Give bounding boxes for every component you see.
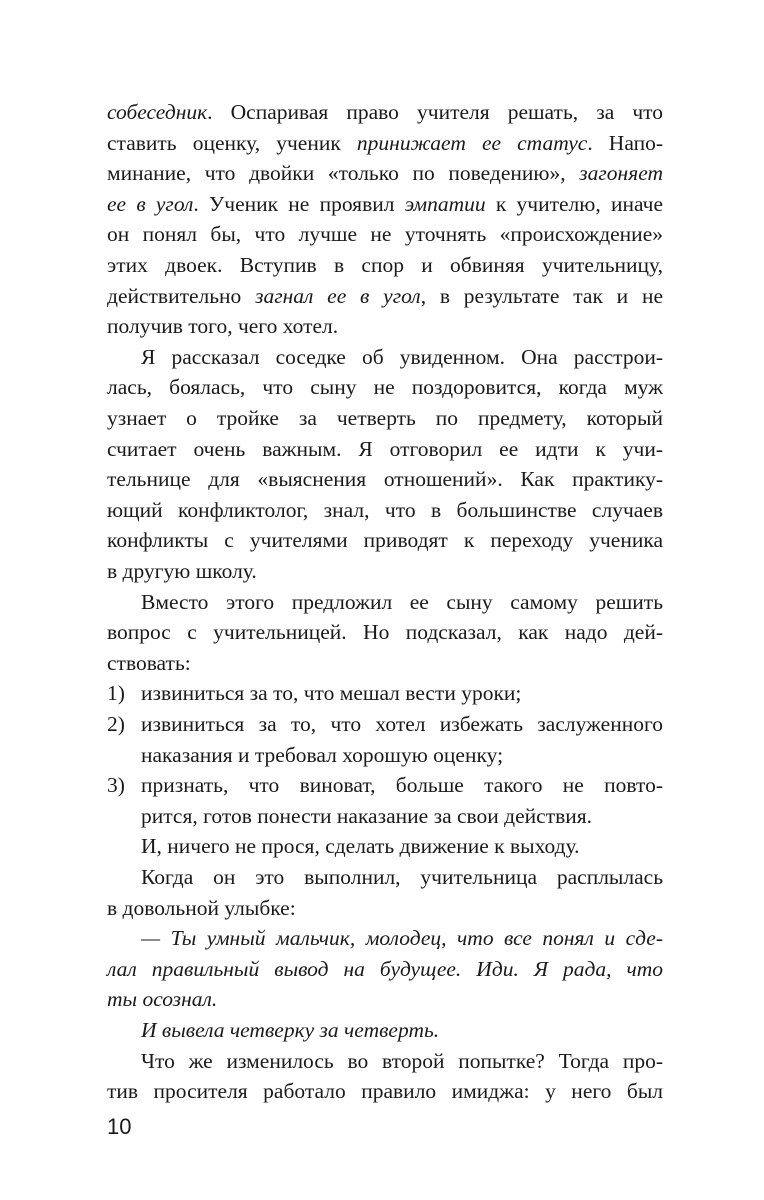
list-number: 2)	[107, 712, 125, 736]
text-segment: Вместо этого предложил ее сыну самому решить	[141, 590, 663, 614]
text-line	[107, 158, 663, 188]
text-segment: признать, что виноват, больше такого не повто-	[141, 773, 663, 797]
text-segment: конфликты с учителями приводят к переходу ученика	[107, 528, 663, 552]
text-line	[107, 372, 663, 402]
italic-text: И вывела четверку за четверть.	[141, 1018, 440, 1042]
text-line	[141, 709, 663, 739]
italic-text: ее в угол	[107, 192, 194, 216]
text-segment: тельнице для «выяснения отношений». Как практику-	[107, 467, 663, 491]
text-segment: рится, готов понести наказание за свои действия.	[141, 804, 593, 828]
text-line	[107, 1076, 663, 1106]
text-segment: Я рассказал соседке об увиденном. Она расстрои-	[141, 345, 663, 369]
italic-text: эмпатии	[404, 192, 486, 216]
text-line	[107, 189, 663, 219]
text-line	[141, 801, 663, 831]
text-segment: . Ученик не проявил	[193, 192, 405, 216]
text-segment: он понял бы, что лучше не уточнять «происхождение»	[107, 222, 663, 246]
text-segment: лась, боялась, что сыну не поздоровится, когда муж	[107, 375, 663, 399]
text-line	[107, 97, 663, 127]
italic-text: принижает ее статус	[356, 131, 588, 155]
text-segment: в другую школу.	[107, 559, 257, 583]
text-line	[141, 740, 663, 770]
text-line	[107, 525, 663, 555]
text-line	[107, 311, 663, 341]
text-segment: ствовать:	[107, 651, 191, 675]
text-line	[107, 250, 663, 280]
text-segment: получив того, чего хотел.	[107, 314, 339, 338]
text-line	[141, 923, 663, 953]
text-segment: тив просителя работало правило имиджа: у него был	[107, 1079, 663, 1103]
text-segment: этих двоек. Вступив в спор и обвиняя учительницу,	[107, 253, 663, 277]
text-segment: извиниться за то, что хотел избежать заслуженного	[141, 712, 663, 736]
text-line	[107, 648, 663, 678]
text-line	[107, 128, 663, 158]
text-line	[141, 678, 663, 708]
italic-text: — Ты умный мальчик, молодец, что все понял и сде-	[141, 926, 663, 950]
text-segment: в довольной улыбке:	[107, 896, 296, 920]
italic-text: загоняет	[579, 161, 663, 185]
text-line	[141, 862, 663, 892]
text-line	[107, 464, 663, 494]
italic-text: лал правильный вывод на будущее. Иди. Я рада, что	[107, 957, 663, 981]
text-segment: ставить оценку, ученик	[107, 131, 357, 155]
page-number: 10	[107, 1114, 132, 1139]
list-number: 1)	[107, 681, 125, 705]
text-line	[107, 556, 663, 586]
text-line	[107, 893, 663, 923]
text-line	[107, 495, 663, 525]
text-line	[141, 1015, 663, 1045]
text-segment: вопрос с учительницей. Но подсказал, как надо дей-	[107, 620, 663, 644]
text-segment: , в результате так и не	[420, 284, 663, 308]
text-segment: извиниться за то, что мешал вести уроки;	[141, 681, 522, 705]
text-line	[141, 831, 663, 861]
italic-text: собеседник	[107, 100, 208, 124]
text-line	[141, 587, 663, 617]
text-segment: узнает о тройке за четверть по предмету, который	[107, 406, 663, 430]
italic-text: ты осознал.	[107, 987, 218, 1011]
text-line	[107, 219, 663, 249]
text-line	[107, 954, 663, 984]
text-line	[107, 617, 663, 647]
text-line	[141, 1046, 663, 1076]
text-segment: . Оспаривая право учителя решать, за что	[207, 100, 663, 124]
text-line	[107, 281, 663, 311]
list-number: 3)	[107, 773, 125, 797]
text-segment: И, ничего не прося, сделать движение к выходу.	[141, 834, 580, 858]
text-segment: наказания и требовал хорошую оценку;	[141, 743, 504, 767]
text-segment: минание, что двойки «только по поведению»,	[107, 161, 580, 185]
text-line	[107, 984, 663, 1014]
text-segment: ющий конфликтолог, знал, что в большинстве случаев	[107, 498, 663, 522]
text-segment: Когда он это выполнил, учительница расплылась	[141, 865, 663, 889]
text-segment: Что же изменилось во второй попытке? Тогда про-	[141, 1049, 663, 1073]
text-segment: действительно	[107, 284, 256, 308]
text-segment: . Напо-	[587, 131, 663, 155]
italic-text: загнал ее в угол	[255, 284, 421, 308]
text-segment: к учителю, иначе	[485, 192, 663, 216]
text-line	[107, 434, 663, 464]
text-line	[107, 403, 663, 433]
text-line	[141, 770, 663, 800]
text-segment: считает очень важным. Я отговорил ее идти к учи-	[107, 437, 663, 461]
text-line	[141, 342, 663, 372]
